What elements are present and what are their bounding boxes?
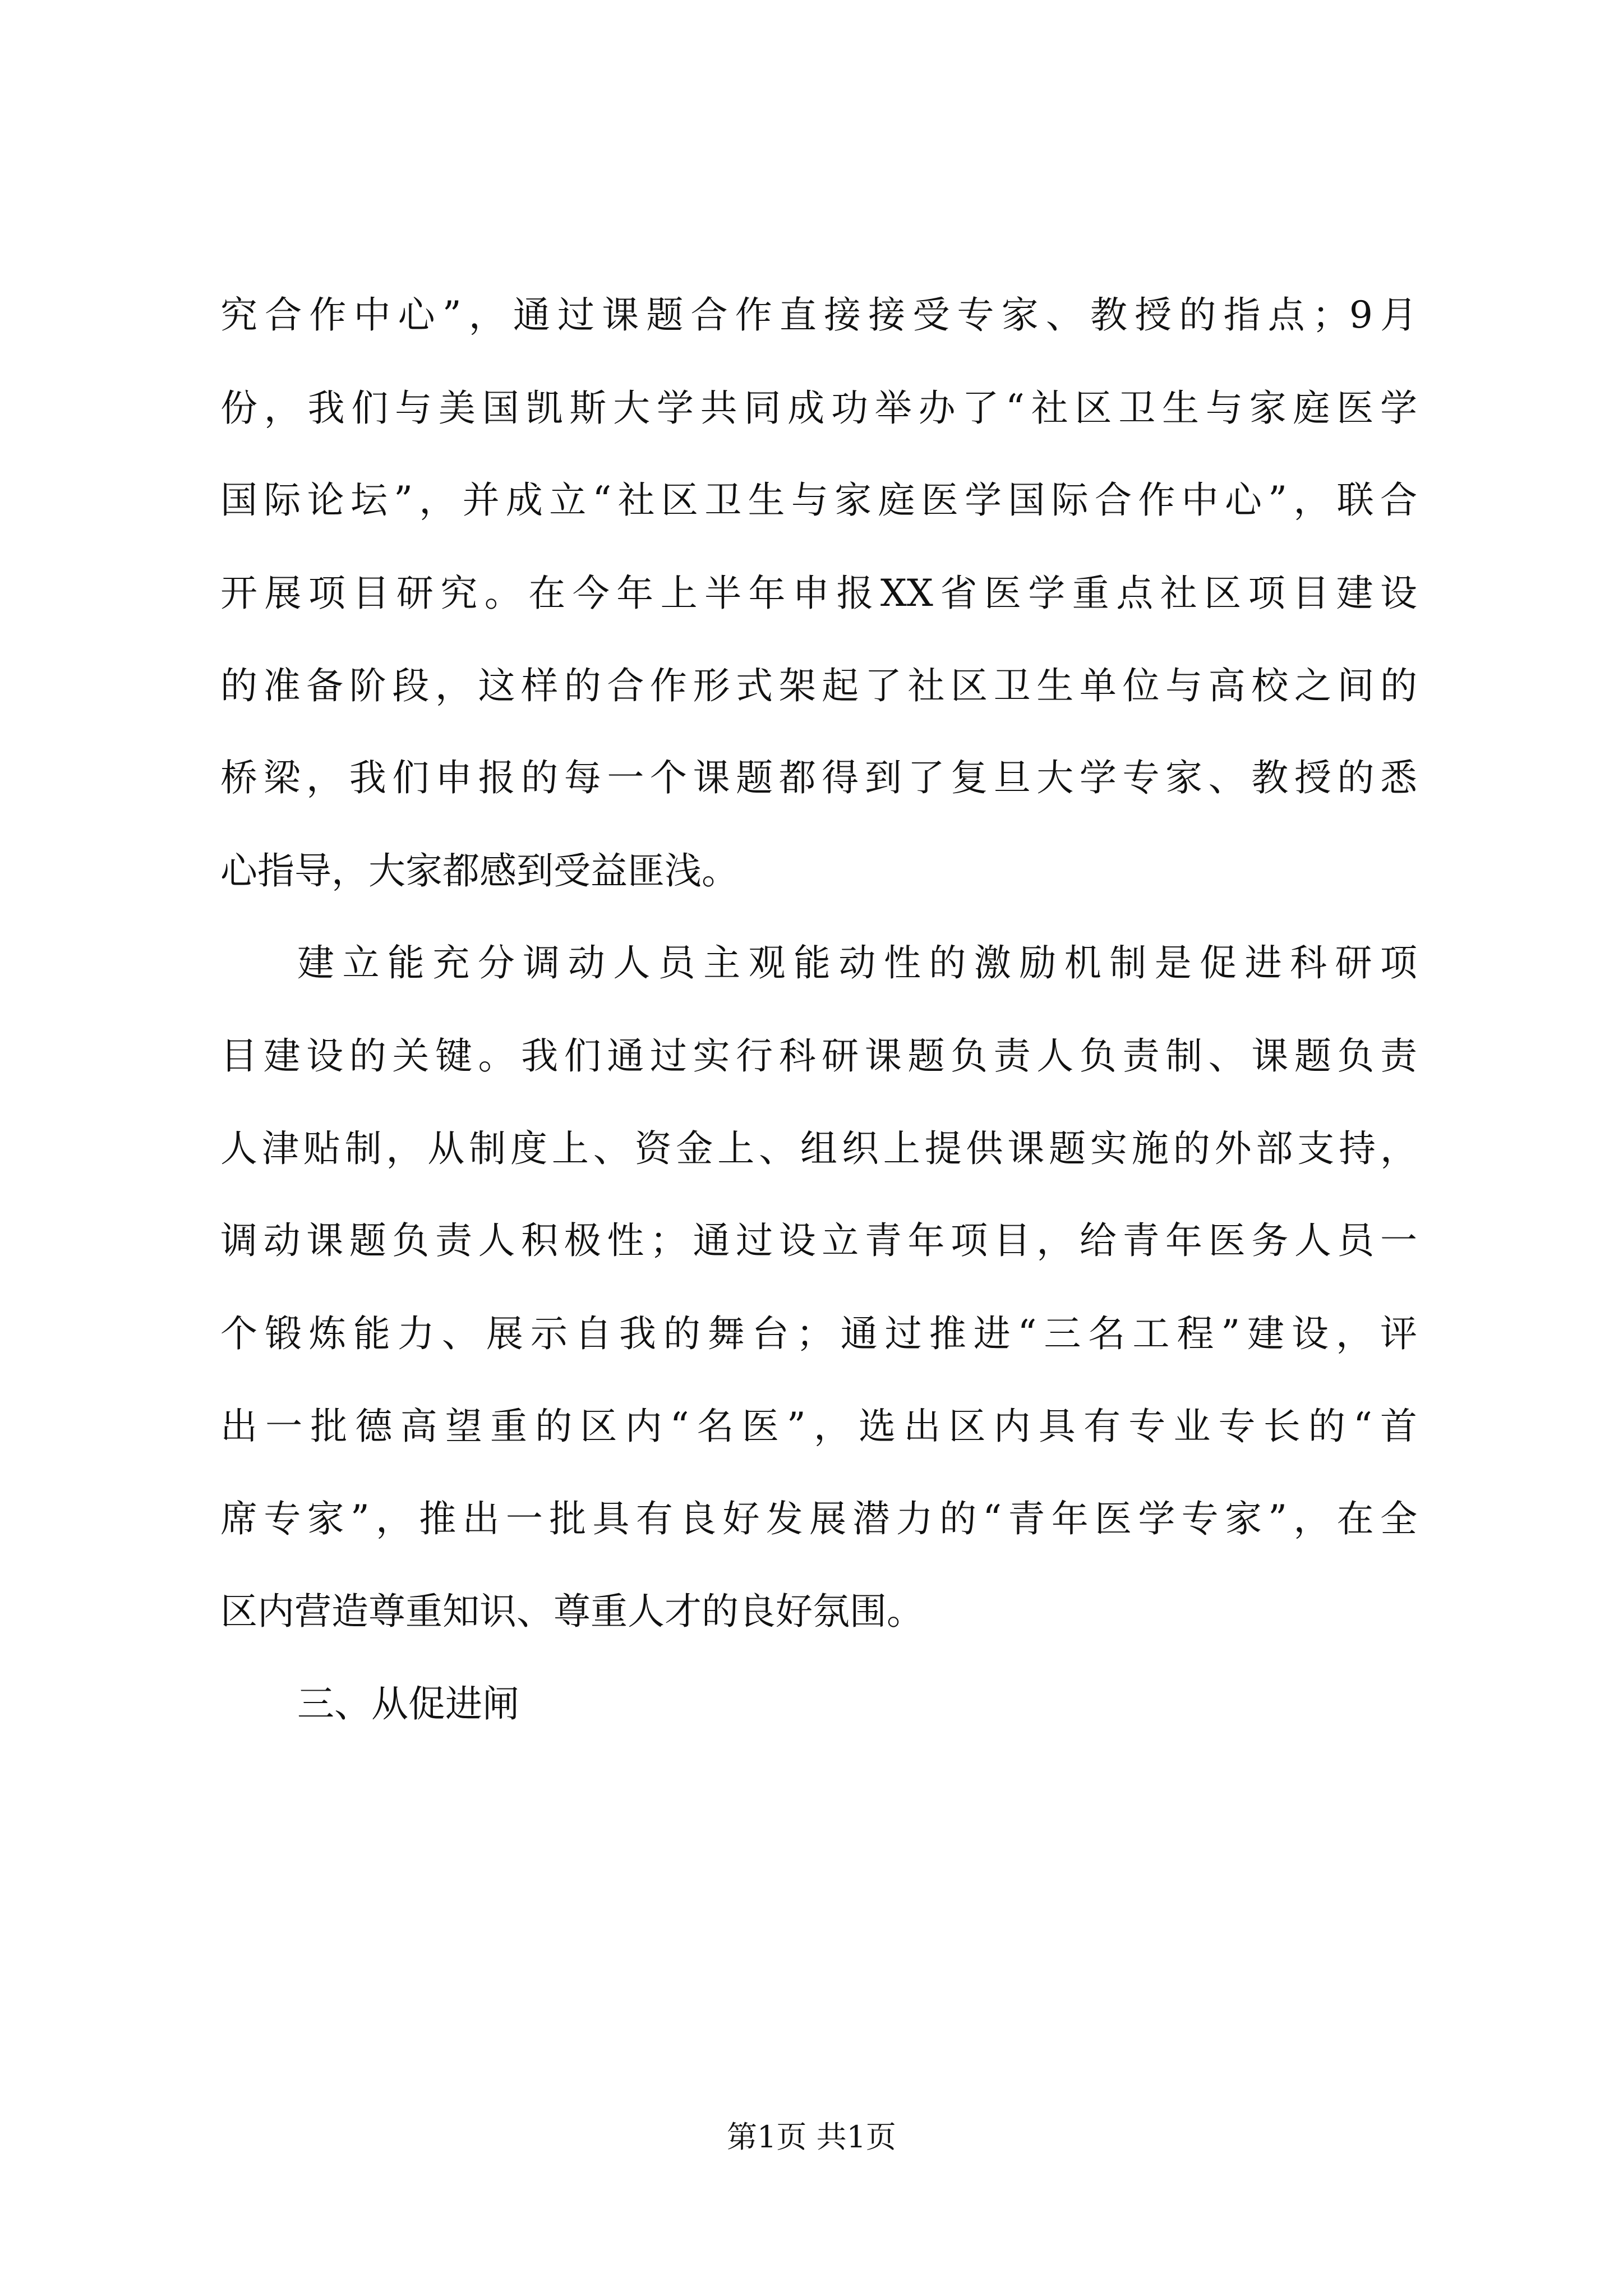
paragraph-2-line-4: 调动课题负责人积极性；通过设立青年项目，给青年医务人员一 <box>220 1219 1417 1262</box>
page-footer: 第1页 共1页 <box>727 2119 896 2155</box>
paragraph-1-line-4: 开展项目研究。在今年上半年申报XX省医学重点社区项目建设 <box>220 572 1417 615</box>
paragraph-1-line-3: 国际论坛”，并成立“社区卫生与家庭医学国际合作中心”，联合 <box>220 478 1417 522</box>
paragraph-2-line-3: 人津贴制，从制度上、资金上、组织上提供课题实施的外部支持， <box>220 1127 1417 1170</box>
paragraph-2-line-7: 席专家”，推出一批具有良好发展潜力的“青年医学专家”，在全 <box>220 1497 1417 1540</box>
paragraph-1-line-5: 的准备阶段，这样的合作形式架起了社区卫生单位与高校之间的 <box>220 664 1417 707</box>
paragraph-1-line-1: 究合作中心”，通过课题合作直接接受专家、教授的指点；9月 <box>220 293 1417 337</box>
paragraph-2-line-1: 建立能充分调动人员主观能动性的激励机制是促进科研项 <box>297 941 1417 984</box>
paragraph-2-line-5: 个锻炼能力、展示自我的舞台；通过推进“三名工程”建设，评 <box>220 1312 1417 1355</box>
paragraph-1-line-6: 桥梁，我们申报的每一个课题都得到了复旦大学专家、教授的悉 <box>220 756 1417 799</box>
paragraph-1-line-7: 心指导，大家都感到受益匪浅。 <box>220 849 739 892</box>
paragraph-2-line-2: 目建设的关键。我们通过实行科研课题负责人负责制、课题负责 <box>220 1034 1417 1078</box>
paragraph-1-line-2: 份，我们与美国凯斯大学共同成功举办了“社区卫生与家庭医学 <box>220 386 1417 430</box>
paragraph-2-line-6: 出一批德高望重的区内“名医”，选出区内具有专业专长的“首 <box>220 1405 1417 1448</box>
paragraph-2-line-8: 区内营造尊重知识、尊重人才的良好氛围。 <box>220 1590 924 1633</box>
section-heading: 三、从促进闸 <box>297 1682 519 1726</box>
